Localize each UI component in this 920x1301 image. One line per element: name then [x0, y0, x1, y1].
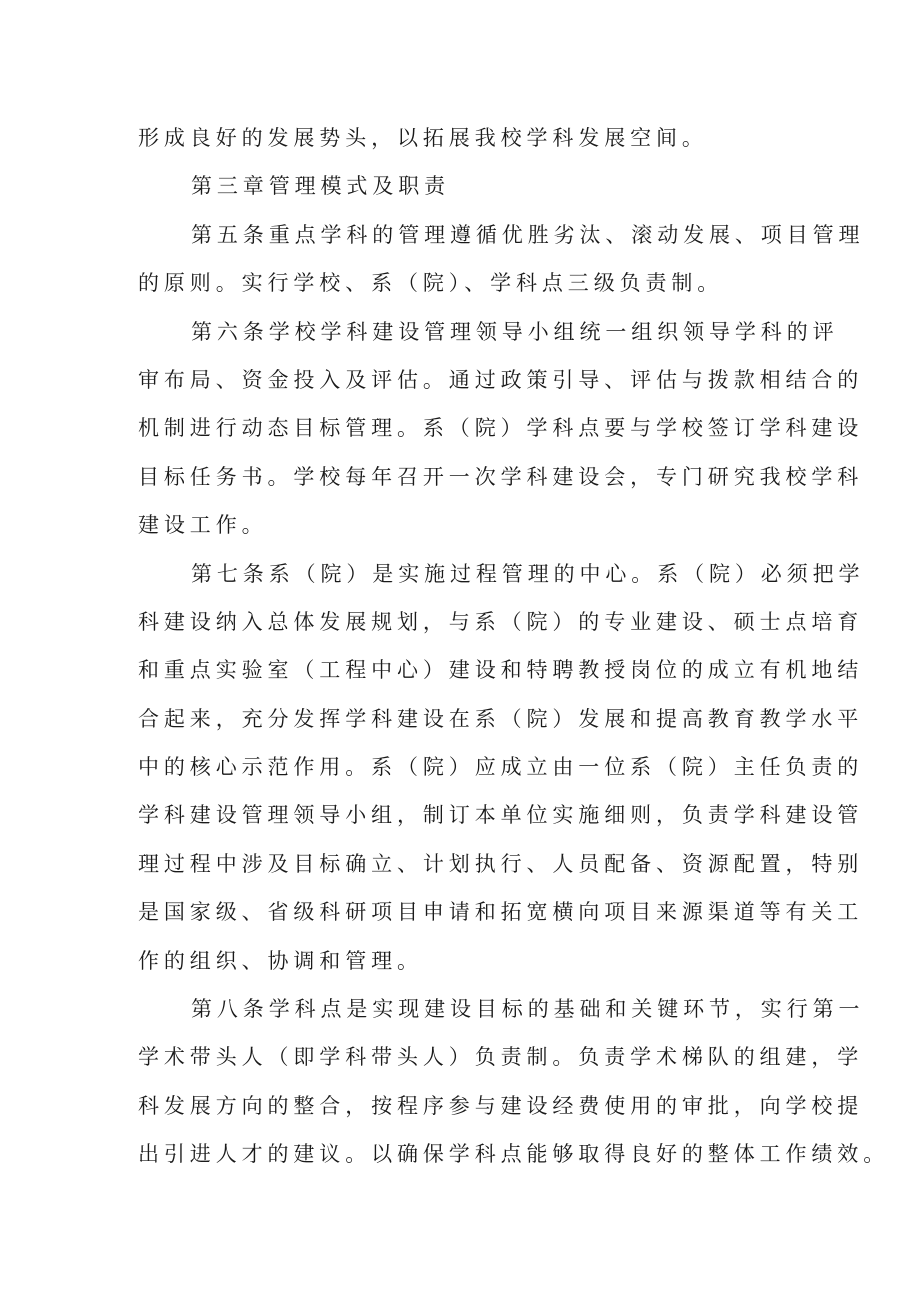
article-6-line: 第六条学校学科建设管理领导小组统一组织领导学科的评 — [191, 319, 839, 344]
article-8-line: 学术带头人（即学科带头人）负责制。负责学术梯队的组建，学 — [138, 1045, 864, 1070]
article-6-line: 机制进行动态目标管理。系（院）学科点要与学校签订学科建设 — [138, 416, 864, 441]
article-6-line: 目标任务书。学校每年召开一次学科建设会，专门研究我校学科 — [138, 464, 864, 489]
article-7-line: 和重点实验室（工程中心）建设和特聘教授岗位的成立有机地结 — [138, 658, 864, 683]
article-5-line: 的原则。实行学校、系（院）、学科点三级负责制。 — [138, 271, 724, 296]
article-6-line: 建设工作。 — [138, 513, 268, 538]
article-5-line: 第五条重点学科的管理遵循优胜劣汰、滚动发展、项目管理 — [191, 222, 865, 247]
article-8-line: 出引进人才的建议。以确保学科点能够取得良好的整体工作绩效。 — [138, 1142, 890, 1167]
chapter-heading: 第三章管理模式及职责 — [191, 174, 450, 199]
article-7-line: 科建设纳入总体发展规划，与系（院）的专业建设、硕士点培育 — [138, 609, 864, 634]
article-7-line: 理过程中涉及目标确立、计划执行、人员配备、资源配置，特别 — [138, 851, 864, 876]
article-7-line: 第七条系（院）是实施过程管理的中心。系（院）必须把学 — [191, 561, 865, 586]
text-line: 形成良好的发展势头，以拓展我校学科发展空间。 — [138, 126, 708, 150]
document-body — [138, 114, 890, 1179]
article-6-line: 审布局、资金投入及评估。通过政策引导、评估与拨款相结合的 — [138, 367, 864, 392]
article-8-line: 第八条学科点是实现建设目标的基础和关键环节，实行第一 — [191, 997, 865, 1022]
article-7-line: 是国家级、省级科研项目申请和拓宽横向项目来源渠道等有关工 — [138, 900, 864, 925]
article-7-line: 中的核心示范作用。系（院）应成立由一位系（院）主任负责的 — [138, 755, 864, 780]
article-7-line: 合起来，充分发挥学科建设在系（院）发展和提高教育教学水平 — [138, 706, 864, 731]
article-7-line: 学科建设管理领导小组，制订本单位实施细则，负责学科建设管 — [138, 803, 864, 828]
article-8-line: 科发展方向的整合，按程序参与建设经费使用的审批，向学校提 — [138, 1093, 864, 1118]
article-7-line: 作的组织、协调和管理。 — [138, 948, 423, 973]
